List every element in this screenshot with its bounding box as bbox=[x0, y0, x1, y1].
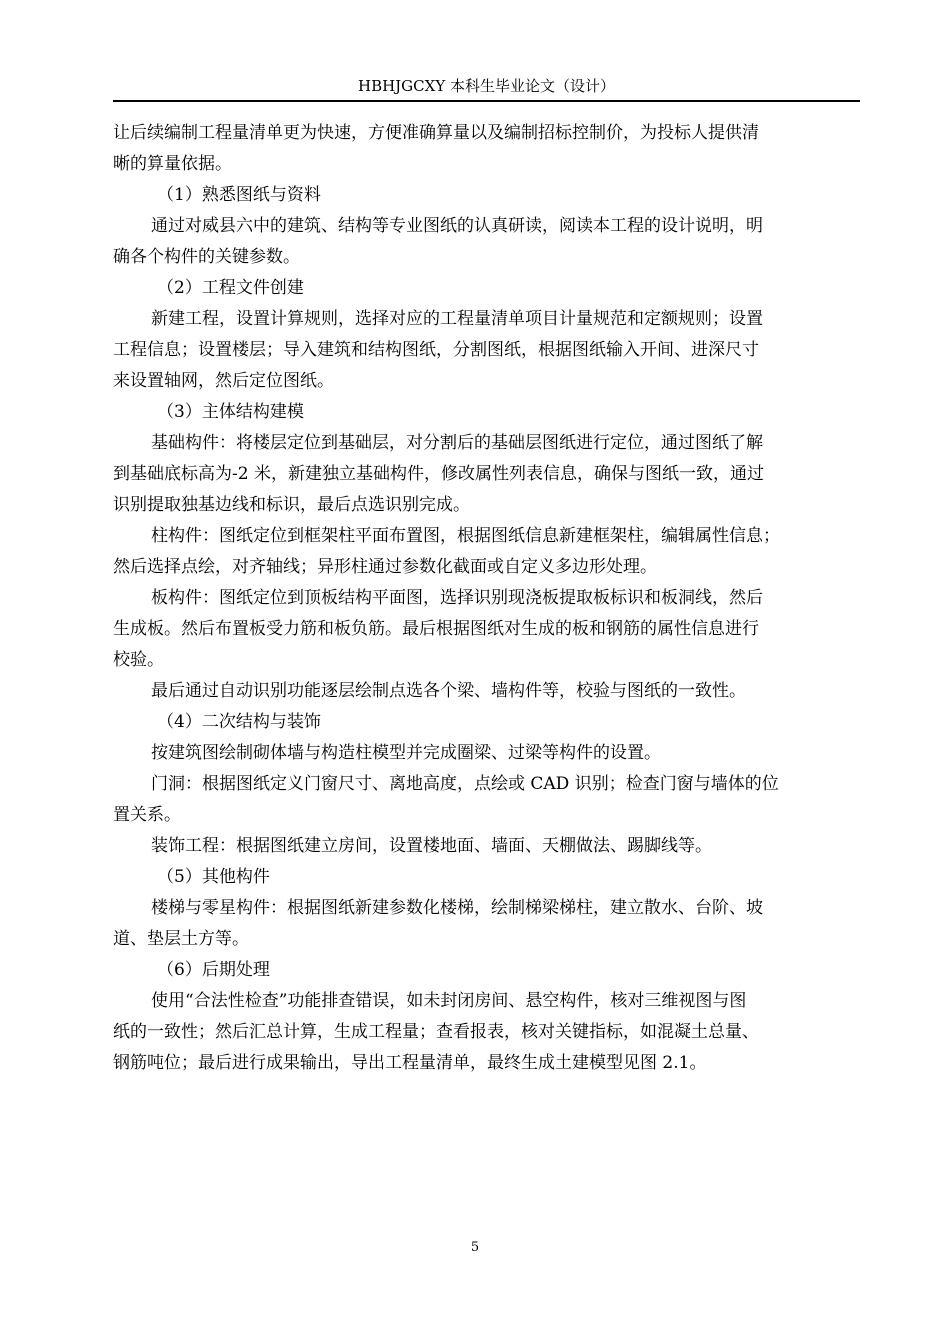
text-line: 让后续编制工程量清单更为快速，方便准确算量以及编制招标控制价，为投标人提供清 bbox=[113, 123, 759, 143]
section-heading: （1）熟悉图纸与资料 bbox=[157, 185, 321, 205]
header-rule bbox=[113, 100, 860, 102]
text-line: 最后通过自动识别功能逐层绘制点选各个梁、墙构件等，校验与图纸的一致性。 bbox=[151, 681, 746, 701]
text-line: 然后选择点绘，对齐轴线；异形柱通过参数化截面或自定义多边形处理。 bbox=[113, 557, 657, 577]
text-line: 板构件：图纸定位到顶板结构平面图，选择识别现浇板提取板标识和板洞线，然后 bbox=[151, 588, 763, 608]
text-line: 门洞：根据图纸定义门窗尺寸、离地高度，点绘或 CAD 识别；检查门窗与墙体的位 bbox=[151, 774, 779, 794]
text-line: 置关系。 bbox=[113, 805, 181, 825]
section-heading: （6）后期处理 bbox=[157, 960, 270, 980]
paragraph bbox=[113, 521, 860, 583]
section-heading: （3）主体结构建模 bbox=[157, 402, 304, 422]
paragraph bbox=[113, 738, 860, 769]
text-line: 生成板。然后布置板受力筋和板负筋。最后根据图纸对生成的板和钢筋的属性信息进行 bbox=[113, 619, 759, 639]
text-line: 楼梯与零星构件：根据图纸新建参数化楼梯，绘制梯梁梯柱，建立散水、台阶、坡 bbox=[151, 898, 763, 918]
paragraph bbox=[113, 583, 860, 676]
paragraph bbox=[113, 893, 860, 955]
text-line: 按建筑图绘制砌体墙与构造柱模型并完成圈梁、过梁等构件的设置。 bbox=[151, 743, 661, 763]
paragraph bbox=[113, 118, 860, 180]
text-line: 校验。 bbox=[113, 650, 164, 670]
paragraph bbox=[113, 831, 860, 862]
text-line: 晰的算量依据。 bbox=[113, 154, 232, 174]
section-heading: （5）其他构件 bbox=[157, 867, 270, 887]
paragraph bbox=[113, 211, 860, 273]
text-line: 工程信息；设置楼层；导入建筑和结构图纸，分割图纸，根据图纸输入开间、进深尺寸 bbox=[113, 340, 759, 360]
section-heading: （4）二次结构与装饰 bbox=[157, 712, 321, 732]
text-line: 新建工程，设置计算规则，选择对应的工程量清单项目计量规范和定额规则；设置 bbox=[151, 309, 763, 329]
text-line: 到基础底标高为-2 米，新建独立基础构件，修改属性列表信息，确保与图纸一致，通过 bbox=[113, 464, 764, 484]
text-line: 确各个构件的关键参数。 bbox=[113, 247, 300, 267]
text-line: 通过对威县六中的建筑、结构等专业图纸的认真研读，阅读本工程的设计说明，明 bbox=[151, 216, 763, 236]
text-line: 装饰工程：根据图纸建立房间，设置楼地面、墙面、天棚做法、踢脚线等。 bbox=[151, 836, 712, 856]
text-line: 钢筋吨位；最后进行成果输出，导出工程量清单，最终生成土建模型见图 2.1。 bbox=[113, 1053, 707, 1073]
paragraph bbox=[113, 304, 860, 397]
page-number: 5 bbox=[470, 1240, 480, 1255]
paragraph bbox=[113, 769, 860, 831]
document-body bbox=[113, 118, 860, 1079]
text-line: 道、垫层土方等。 bbox=[113, 929, 249, 949]
section-heading: （2）工程文件创建 bbox=[157, 278, 304, 298]
text-line: 来设置轴网，然后定位图纸。 bbox=[113, 371, 334, 391]
paragraph bbox=[113, 986, 860, 1079]
paragraph bbox=[113, 676, 860, 707]
text-line: 使用“合法性检查”功能排查错误，如未封闭房间、悬空构件，核对三维视图与图 bbox=[151, 991, 747, 1011]
text-line: 柱构件：图纸定位到框架柱平面布置图，根据图纸信息新建框架柱，编辑属性信息； bbox=[151, 526, 780, 546]
paragraph bbox=[113, 428, 860, 521]
text-line: 识别提取独基边线和标识，最后点选识别完成。 bbox=[113, 495, 470, 515]
text-line: 纸的一致性；然后汇总计算，生成工程量；查看报表，核对关键指标，如混凝土总量、 bbox=[113, 1022, 759, 1042]
text-line: 基础构件：将楼层定位到基础层，对分割后的基础层图纸进行定位，通过图纸了解 bbox=[151, 433, 763, 453]
running-header: HBHJGCXY 本科生毕业论文（设计） bbox=[357, 77, 615, 95]
